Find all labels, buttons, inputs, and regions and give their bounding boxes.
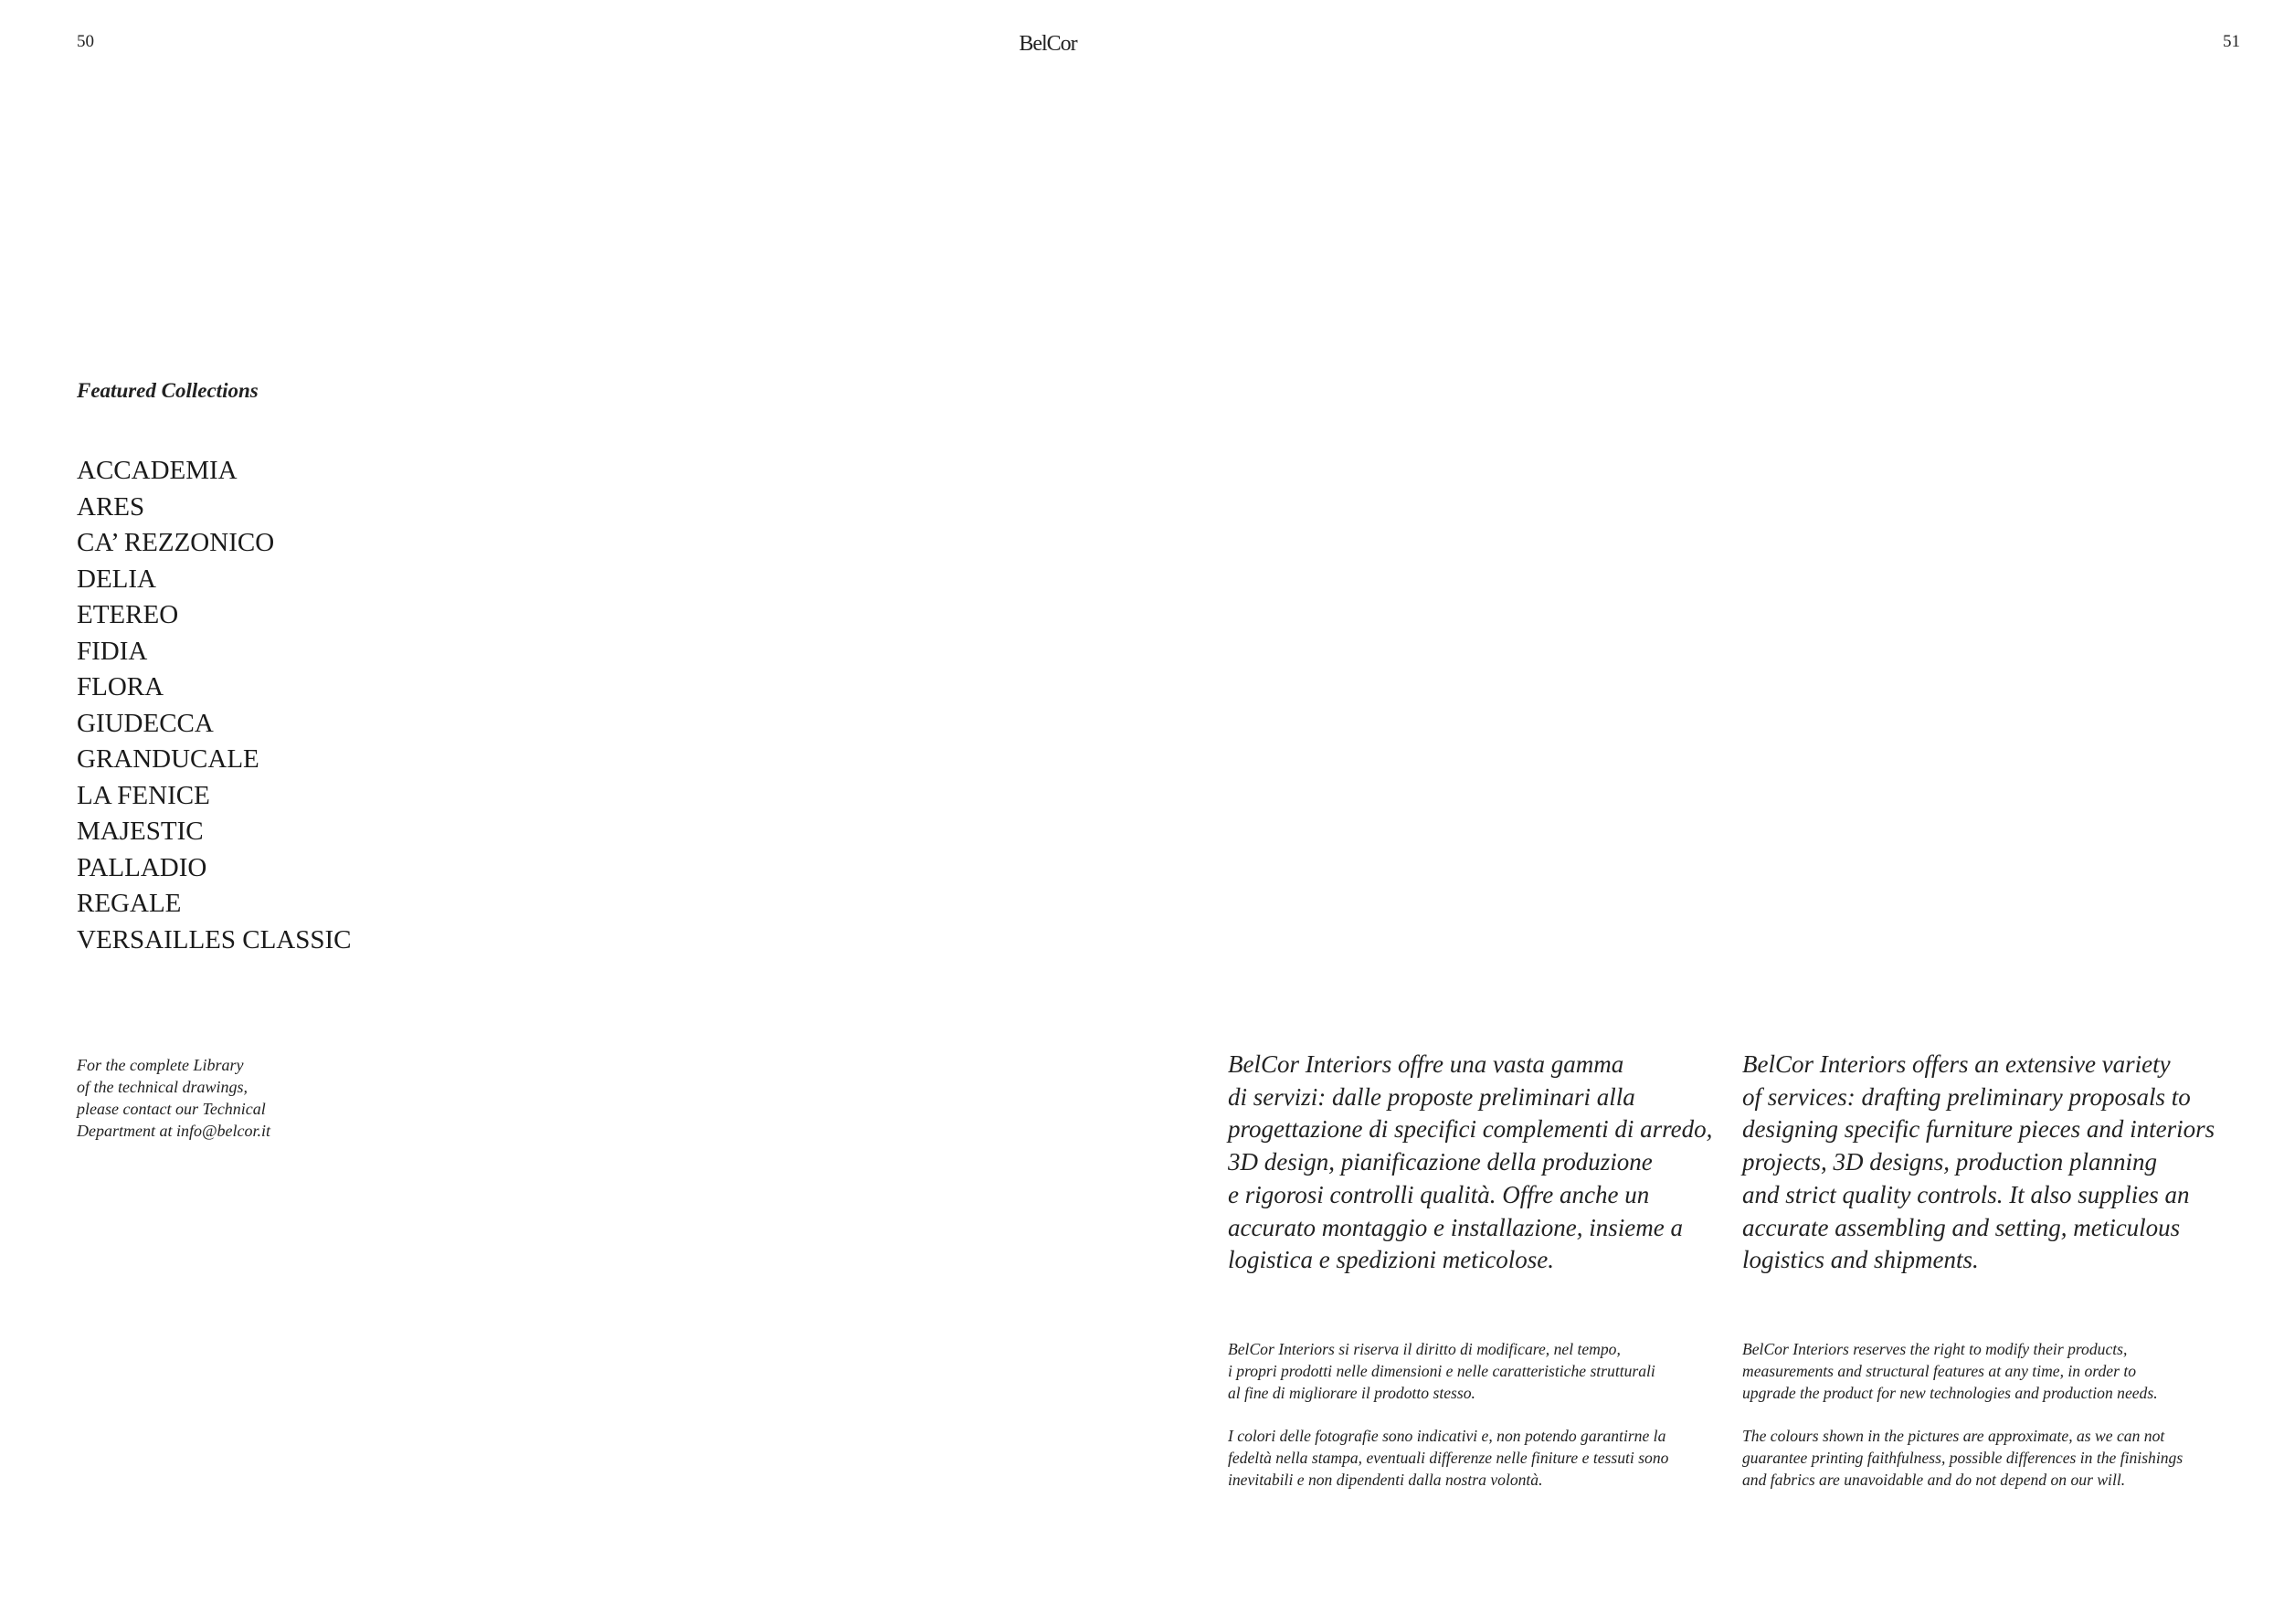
- collection-item: LA FENICE: [77, 780, 210, 810]
- collection-item: MAJESTIC: [77, 817, 204, 846]
- disclaimer-colours-english: The colours shown in the pictures are approximate, as we can not guarantee printing faithfulness, possible differences in the finishings and fabrics are unavoidable and do not depend on our will.: [1742, 1427, 2184, 1489]
- collection-item: REGALE: [77, 889, 182, 918]
- services-text-english: BelCor Interiors offers an extensive variety of services: drafting preliminary proposals to designing specific furniture pieces and interiors projects, 3D designs, production planning and strict quality controls. It also supplies an accurate assembling and setting, meticulous logistics and shipments.: [1742, 1050, 2215, 1274]
- collection-item: FLORA: [77, 672, 164, 701]
- collection-item: DELIA: [77, 564, 156, 594]
- page-number-right: 51: [2223, 32, 2240, 51]
- collection-item: ACCADEMIA: [77, 456, 238, 485]
- collections-heading: Featured Collections: [77, 379, 259, 402]
- brand-logo: BelCor: [1019, 32, 1077, 56]
- disclaimer-rights-english: BelCor Interiors reserves the right to modify their products, measurements and structural features at any time, in order to upgrade the product for new technologies and production needs.: [1742, 1340, 2158, 1402]
- disclaimer-colours-italian: I colori delle fotografie sono indicativi e, non potendo garantirne la fedeltà nella stampa, eventuali differenze nelle finiture e tessuti sono inevitabili e non dipendenti dalla nostra volontà.: [1228, 1427, 1669, 1489]
- collection-item: FIDIA: [77, 636, 148, 666]
- services-text-italian: BelCor Interiors offre una vasta gamma di servizi: dalle proposte preliminari alla progettazione di specifici complementi di arredo, 3D design, pianificazione della produzione e rigorosi controlli qualità. Offre anche un accurato montaggio e installazione, insieme a logistica e spedizioni meticolose.: [1228, 1050, 1713, 1274]
- collections-list: [77, 453, 352, 958]
- technical-library-note: For the complete Library of the technical drawings, please contact our Technical Department at info@belcor.it: [77, 1056, 271, 1140]
- collection-item: ETEREO: [77, 600, 179, 629]
- collection-item: ARES: [77, 491, 145, 522]
- collection-item: CA’ REZZONICO: [77, 528, 275, 557]
- collection-item: GIUDECCA: [77, 708, 214, 738]
- collection-item: VERSAILLES CLASSIC: [77, 924, 352, 954]
- page-number-left: 50: [77, 32, 94, 51]
- disclaimer-rights-italian: BelCor Interiors si riserva il diritto di modificare, nel tempo, i propri prodotti nelle dimensioni e nelle caratteristiche strutturali al fine di migliorare il prodotto stesso.: [1228, 1340, 1655, 1402]
- collection-item: GRANDUCALE: [77, 744, 259, 774]
- collection-item: PALLADIO: [77, 852, 207, 882]
